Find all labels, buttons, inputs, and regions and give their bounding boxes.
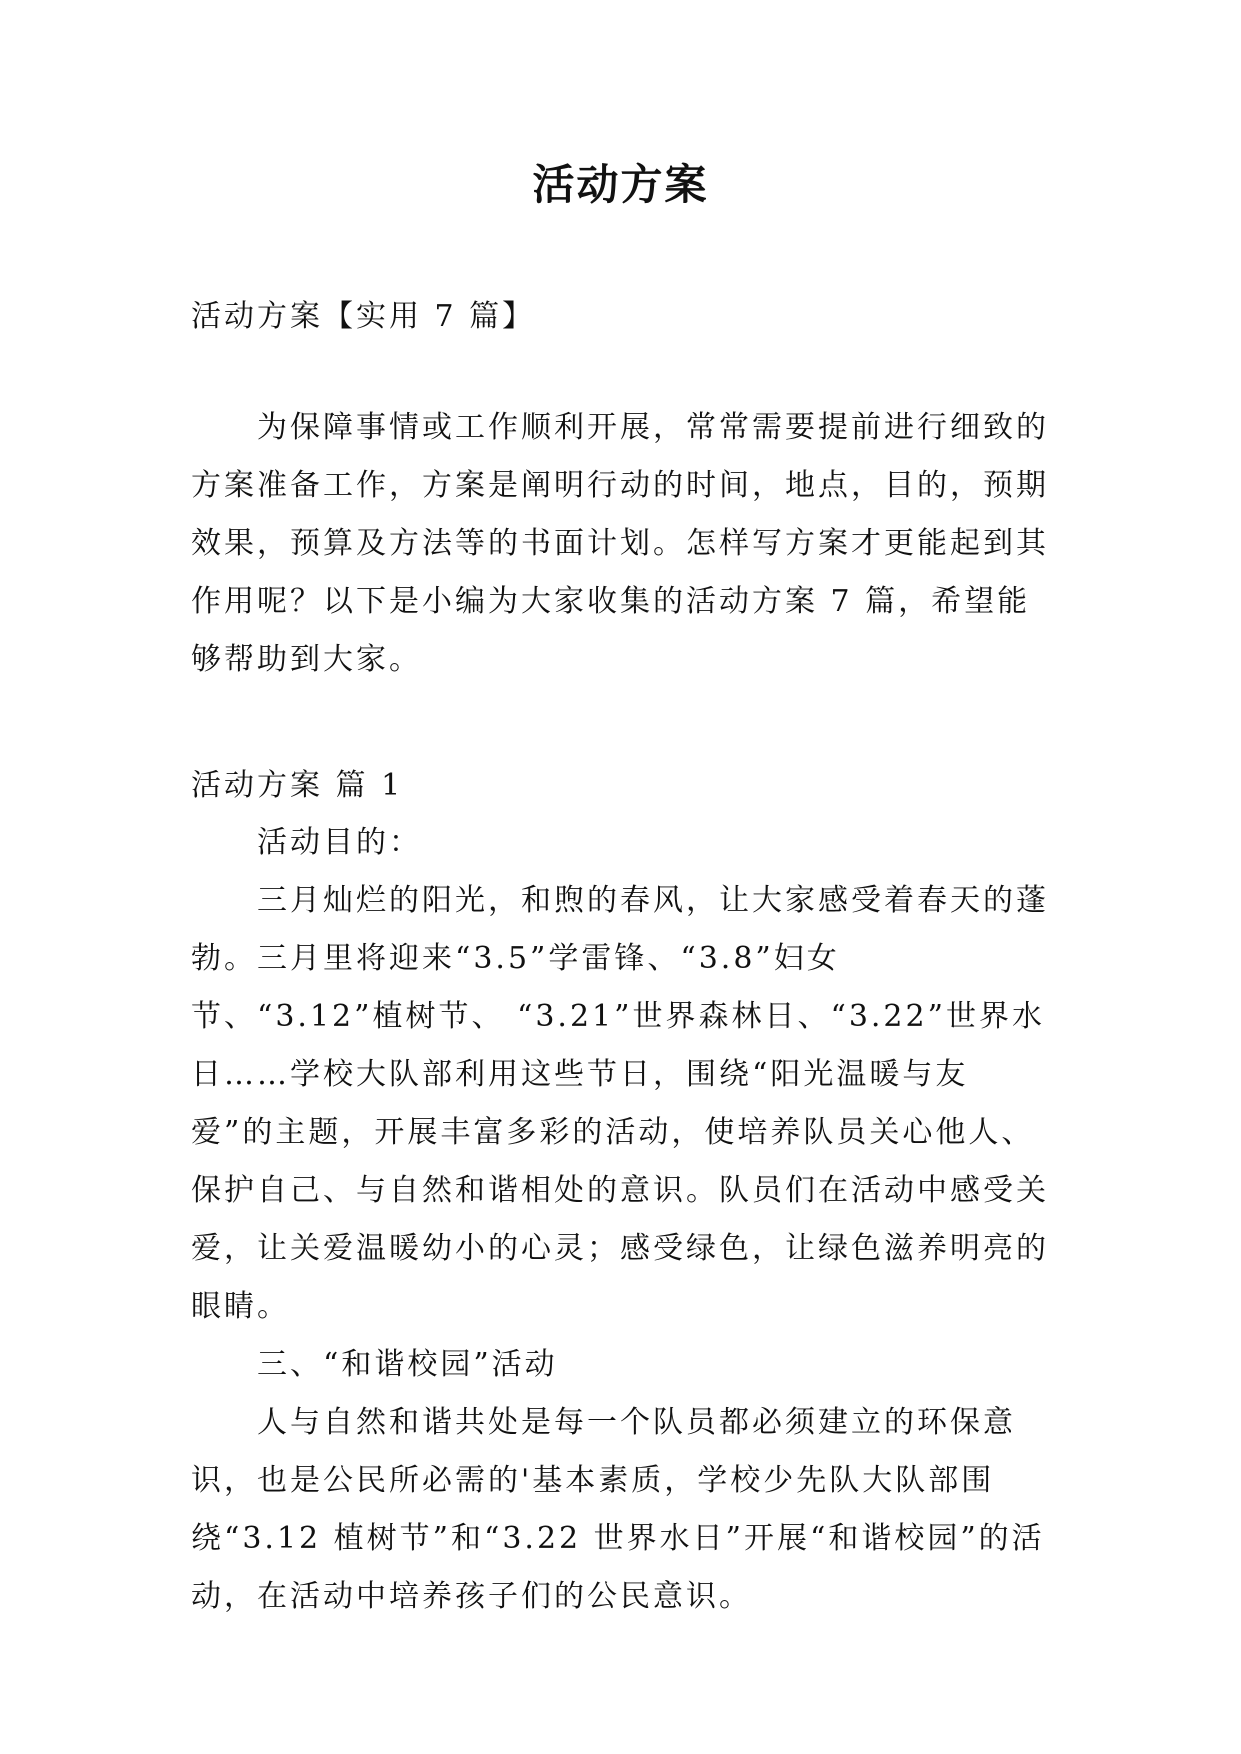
paragraph-heading-harmony: 三、“和谐校园”活动 [257, 1347, 558, 1382]
paragraph-purpose: 三月灿烂的阳光，和煦的春风，让大家感受着春天的蓬勃。三月里将迎来“3.5”学雷锋、“3.8”妇女节、“3.12”植树节、 “3.21”世界森林日、“3.22”世界水日……学校大队部利用这些节日，围绕“阳光温暖与友爱”的主题，开展丰富多彩的活动，使培养队员关心他人、保护自己、与自然和谐相处的意识。队员们在活动中感受关爱，让关爱温暖幼小的心灵；感受绿色，让绿色滋养明亮的眼睛。 [191, 883, 1049, 1324]
section-body [191, 814, 1051, 1626]
intro-paragraph: 为保障事情或工作顺利开展，常常需要提前进行细致的方案准备工作，方案是阐明行动的时间，地点，目的，预期效果，预算及方法等的书面计划。怎样写方案才更能起到其作用呢？以下是小编为大家收集的活动方案 7 篇，希望能够帮助到大家。 [191, 410, 1049, 677]
document-subtitle: 活动方案【实用 7 篇】 [191, 299, 536, 334]
section-heading: 活动方案 篇 1 [191, 768, 404, 803]
paragraph-purpose-label: 活动目的： [257, 825, 422, 860]
paragraph-harmony: 人与自然和谐共处是每一个队员都必须建立的环保意识，也是公民所必需的'基本素质，学校少先队大队部围绕“3.12 植树节”和“3.22 世界水日”开展“和谐校园”的活动，在活动中培养孩子们的公民意识。 [191, 1405, 1045, 1614]
document-title: 活动方案 [532, 160, 709, 209]
